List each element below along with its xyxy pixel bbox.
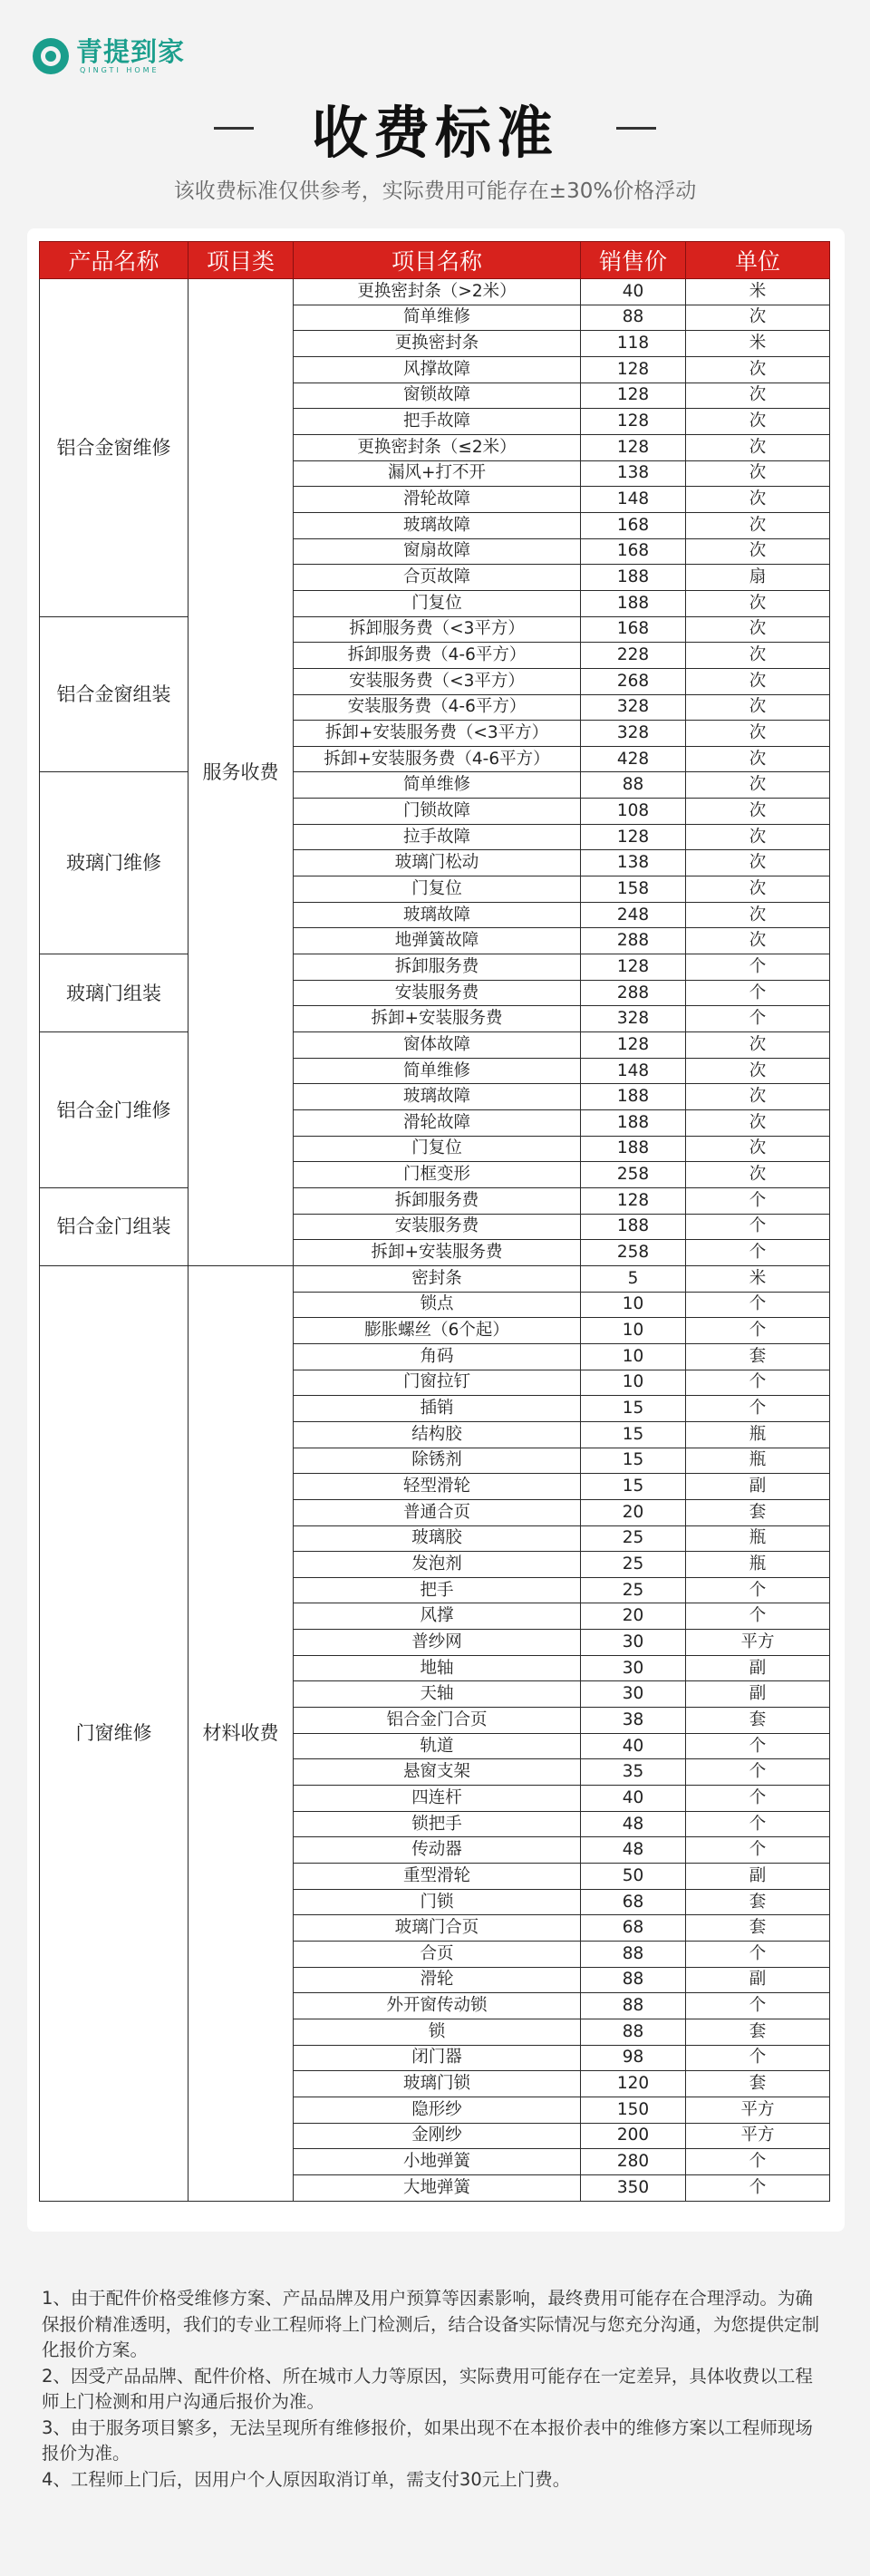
product-name-cell: 铝合金门组装 [40,1187,188,1265]
brand-logo [33,34,185,78]
item-name-cell: 四连杆 [294,1786,581,1812]
price-cell: 328 [581,694,686,721]
item-name-cell: 地弹簧故障 [294,928,581,954]
unit-cell: 次 [686,928,830,954]
unit-cell: 次 [686,694,830,721]
table-header-row [40,242,830,279]
price-cell: 258 [581,1162,686,1188]
product-name-cell: 铝合金门维修 [40,1032,188,1188]
unit-cell: 次 [686,1032,830,1059]
note-2: 2、因受产品品牌、配件价格、所在城市人力等原因，实际费用可能存在一定差异，具体收费以工程师上门检测和用户沟通后报价为准。 [42,2365,813,2412]
unit-cell: 个 [686,1370,830,1396]
unit-cell: 次 [686,668,830,694]
item-name-cell: 窗扇故障 [294,538,581,565]
unit-cell: 个 [686,1214,830,1240]
price-cell: 128 [581,1032,686,1059]
item-name-cell: 窗锁故障 [294,383,581,409]
price-cell: 350 [581,2174,686,2201]
unit-cell: 次 [686,383,830,409]
brand-name-en: QINGTI HOME [80,66,160,74]
item-name-cell: 拆卸服务费（<3平方） [294,616,581,643]
item-name-cell: 门复位 [294,590,581,616]
unit-cell: 次 [686,902,830,928]
item-name-cell: 门复位 [294,876,581,903]
unit-cell: 平方 [686,1630,830,1656]
price-cell: 68 [581,1915,686,1942]
item-name-cell: 外开窗传动锁 [294,1993,581,2019]
title-dash-right [616,127,656,130]
item-name-cell: 更换密封条（>2米） [294,279,581,305]
unit-cell: 次 [686,487,830,513]
unit-cell: 个 [686,1292,830,1318]
unit-cell: 平方 [686,2123,830,2149]
item-name-cell: 合页故障 [294,565,581,591]
unit-cell: 次 [686,1162,830,1188]
header-category: 项目类 [188,242,294,279]
item-name-cell: 合页 [294,1942,581,1968]
price-cell: 138 [581,850,686,876]
item-name-cell: 滑轮故障 [294,487,581,513]
brand-name-cn: 青提到家 [76,36,186,67]
price-cell: 148 [581,1058,686,1084]
item-name-cell: 插销 [294,1396,581,1422]
unit-cell: 套 [686,1708,830,1734]
item-name-cell: 锁点 [294,1292,581,1318]
product-name-cell: 玻璃门组装 [40,954,188,1032]
unit-cell: 扇 [686,565,830,591]
price-cell: 128 [581,409,686,435]
price-cell: 50 [581,1864,686,1890]
page-title: 收费标准 [311,99,558,166]
item-name-cell: 玻璃故障 [294,902,581,928]
price-cell: 88 [581,305,686,331]
item-name-cell: 锁把手 [294,1811,581,1837]
unit-cell: 次 [686,1058,830,1084]
price-cell: 15 [581,1396,686,1422]
unit-cell: 次 [686,799,830,825]
price-cell: 30 [581,1655,686,1681]
price-cell: 10 [581,1318,686,1344]
unit-cell: 个 [686,1187,830,1214]
header-price: 销售价 [581,242,686,279]
unit-cell: 套 [686,2019,830,2045]
item-name-cell: 隐形纱 [294,2097,581,2123]
unit-cell: 次 [686,721,830,747]
unit-cell: 次 [686,409,830,435]
unit-cell: 次 [686,824,830,850]
unit-cell: 米 [686,331,830,357]
item-name-cell: 膨胀螺丝（6个起） [294,1318,581,1344]
item-name-cell: 拆卸服务费（4-6平方） [294,643,581,669]
item-name-cell: 安装服务费（4-6平方） [294,694,581,721]
item-name-cell: 轨道 [294,1733,581,1759]
price-cell: 168 [581,538,686,565]
price-cell: 25 [581,1552,686,1578]
item-name-cell: 天轴 [294,1681,581,1708]
unit-cell: 个 [686,2149,830,2175]
notes [42,2286,830,2493]
unit-cell: 个 [686,2045,830,2071]
item-name-cell: 玻璃故障 [294,1084,581,1110]
unit-cell: 个 [686,1577,830,1603]
unit-cell: 次 [686,305,830,331]
item-name-cell: 拆卸+安装服务费（4-6平方） [294,746,581,772]
item-name-cell: 金刚纱 [294,2123,581,2149]
price-cell: 288 [581,928,686,954]
item-name-cell: 漏风+打不开 [294,460,581,487]
unit-cell: 个 [686,1942,830,1968]
item-name-cell: 拉手故障 [294,824,581,850]
price-cell: 128 [581,383,686,409]
category-cell: 服务收费 [188,279,294,1266]
price-cell: 128 [581,1187,686,1214]
item-name-cell: 更换密封条 [294,331,581,357]
price-cell: 228 [581,643,686,669]
unit-cell: 副 [686,1864,830,1890]
price-cell: 88 [581,1993,686,2019]
product-name-cell: 铝合金窗维修 [40,279,188,617]
item-name-cell: 小地弹簧 [294,2149,581,2175]
unit-cell: 瓶 [686,1525,830,1552]
table-row [40,1032,830,1059]
unit-cell: 次 [686,512,830,538]
price-cell: 88 [581,1967,686,1993]
item-name-cell: 玻璃门锁 [294,2071,581,2097]
item-name-cell: 玻璃胶 [294,1525,581,1552]
item-name-cell: 轻型滑轮 [294,1474,581,1500]
item-name-cell: 简单维修 [294,305,581,331]
unit-cell: 套 [686,1889,830,1915]
item-name-cell: 除锈剂 [294,1448,581,1474]
item-name-cell: 拆卸+安装服务费 [294,1006,581,1032]
item-name-cell: 门窗拉钉 [294,1370,581,1396]
unit-cell: 个 [686,954,830,981]
price-cell: 15 [581,1421,686,1448]
unit-cell: 瓶 [686,1421,830,1448]
page-subtitle: 该收费标准仅供参考，实际费用可能存在±30%价格浮动 [173,179,697,203]
unit-cell: 个 [686,1240,830,1266]
unit-cell: 次 [686,434,830,460]
price-cell: 328 [581,1006,686,1032]
item-name-cell: 更换密封条（≤2米） [294,434,581,460]
unit-cell: 米 [686,279,830,305]
item-name-cell: 风撑故障 [294,356,581,383]
unit-cell: 米 [686,1265,830,1292]
price-cell: 48 [581,1837,686,1864]
unit-cell: 次 [686,746,830,772]
unit-cell: 个 [686,1318,830,1344]
table-row [40,279,830,305]
unit-cell: 次 [686,590,830,616]
price-cell: 20 [581,1499,686,1525]
item-name-cell: 普通合页 [294,1499,581,1525]
category-cell: 材料收费 [188,1265,294,2201]
header-product: 产品名称 [40,242,188,279]
title-row [0,87,870,169]
item-name-cell: 地轴 [294,1655,581,1681]
price-cell: 68 [581,1889,686,1915]
unit-cell: 副 [686,1474,830,1500]
price-cell: 328 [581,721,686,747]
price-cell: 258 [581,1240,686,1266]
price-cell: 428 [581,746,686,772]
price-cell: 188 [581,1110,686,1137]
price-cell: 20 [581,1603,686,1630]
unit-cell: 个 [686,1811,830,1837]
price-cell: 15 [581,1474,686,1500]
unit-cell: 副 [686,1967,830,1993]
price-cell: 158 [581,876,686,903]
price-cell: 88 [581,1942,686,1968]
unit-cell: 次 [686,1084,830,1110]
price-cell: 120 [581,2071,686,2097]
item-name-cell: 门锁 [294,1889,581,1915]
price-cell: 200 [581,2123,686,2149]
item-name-cell: 风撑 [294,1603,581,1630]
item-name-cell: 把手 [294,1577,581,1603]
product-name-cell: 铝合金窗组装 [40,616,188,772]
unit-cell: 套 [686,1499,830,1525]
unit-cell: 副 [686,1681,830,1708]
price-cell: 40 [581,1733,686,1759]
price-cell: 30 [581,1630,686,1656]
table-body [40,279,830,2202]
price-cell: 10 [581,1292,686,1318]
unit-cell: 次 [686,876,830,903]
table-row [40,616,830,643]
price-cell: 25 [581,1577,686,1603]
price-cell: 188 [581,565,686,591]
unit-cell: 次 [686,1136,830,1162]
note-3: 3、由于服务项目繁多，无法呈现所有维修报价，如果出现不在本报价表中的维修方案以工程师现场报价为准。 [42,2416,813,2464]
price-cell: 5 [581,1265,686,1292]
unit-cell: 副 [686,1655,830,1681]
item-name-cell: 窗体故障 [294,1032,581,1059]
unit-cell: 个 [686,1993,830,2019]
price-cell: 25 [581,1525,686,1552]
price-cell: 268 [581,668,686,694]
item-name-cell: 玻璃门合页 [294,1915,581,1942]
note-1: 1、由于配件价格受维修方案、产品品牌及用户预算等因素影响，最终费用可能存在合理浮动。为确保报价精准透明，我们的专业工程师将上门检测后，结合设备实际情况与您充分沟通，为您提供定制化报价方案。 [42,2288,820,2360]
item-name-cell: 玻璃门松动 [294,850,581,876]
price-cell: 188 [581,1214,686,1240]
item-name-cell: 简单维修 [294,772,581,799]
price-cell: 10 [581,1343,686,1370]
price-cell: 168 [581,512,686,538]
price-cell: 48 [581,1811,686,1837]
item-name-cell: 把手故障 [294,409,581,435]
price-cell: 188 [581,590,686,616]
item-name-cell: 门框变形 [294,1162,581,1188]
header-item: 项目名称 [294,242,581,279]
price-table [39,241,830,2202]
unit-cell: 个 [686,1396,830,1422]
item-name-cell: 结构胶 [294,1421,581,1448]
table-row [40,954,830,981]
price-cell: 148 [581,487,686,513]
item-name-cell: 安装服务费 [294,980,581,1006]
unit-cell: 次 [686,538,830,565]
item-name-cell: 安装服务费（<3平方） [294,668,581,694]
price-cell: 280 [581,2149,686,2175]
item-name-cell: 密封条 [294,1265,581,1292]
item-name-cell: 大地弹簧 [294,2174,581,2201]
price-cell: 88 [581,772,686,799]
unit-cell: 个 [686,1786,830,1812]
unit-cell: 个 [686,1006,830,1032]
item-name-cell: 滑轮故障 [294,1110,581,1137]
price-cell: 188 [581,1136,686,1162]
price-cell: 98 [581,2045,686,2071]
price-cell: 108 [581,799,686,825]
item-name-cell: 简单维修 [294,1058,581,1084]
item-name-cell: 拆卸服务费 [294,1187,581,1214]
price-cell: 15 [581,1448,686,1474]
price-cell: 248 [581,902,686,928]
unit-cell: 个 [686,1837,830,1864]
unit-cell: 平方 [686,2097,830,2123]
header-unit: 单位 [686,242,830,279]
price-cell: 128 [581,434,686,460]
price-cell: 10 [581,1370,686,1396]
item-name-cell: 角码 [294,1343,581,1370]
item-name-cell: 普纱网 [294,1630,581,1656]
unit-cell: 次 [686,1110,830,1137]
unit-cell: 次 [686,850,830,876]
item-name-cell: 锁 [294,2019,581,2045]
item-name-cell: 安装服务费 [294,1214,581,1240]
table-row [40,1265,830,1292]
price-cell: 118 [581,331,686,357]
unit-cell: 个 [686,1759,830,1786]
price-cell: 38 [581,1708,686,1734]
item-name-cell: 悬窗支架 [294,1759,581,1786]
price-cell: 35 [581,1759,686,1786]
item-name-cell: 拆卸+安装服务费（<3平方） [294,721,581,747]
price-cell: 128 [581,824,686,850]
item-name-cell: 门复位 [294,1136,581,1162]
title-dash-left [214,127,254,130]
item-name-cell: 闭门器 [294,2045,581,2071]
logo-icon [33,38,69,74]
unit-cell: 次 [686,356,830,383]
product-name-cell: 门窗维修 [40,1265,188,2201]
price-cell: 40 [581,1786,686,1812]
item-name-cell: 门锁故障 [294,799,581,825]
unit-cell: 套 [686,1343,830,1370]
unit-cell: 次 [686,772,830,799]
unit-cell: 瓶 [686,1448,830,1474]
price-cell: 40 [581,279,686,305]
product-name-cell: 玻璃门维修 [40,772,188,954]
price-cell: 168 [581,616,686,643]
item-name-cell: 拆卸+安装服务费 [294,1240,581,1266]
table-row [40,772,830,799]
price-cell: 30 [581,1681,686,1708]
price-cell: 128 [581,954,686,981]
item-name-cell: 传动器 [294,1837,581,1864]
unit-cell: 套 [686,1915,830,1942]
price-cell: 288 [581,980,686,1006]
unit-cell: 次 [686,616,830,643]
price-cell: 188 [581,1084,686,1110]
item-name-cell: 滑轮 [294,1967,581,1993]
item-name-cell: 拆卸服务费 [294,954,581,981]
unit-cell: 次 [686,460,830,487]
unit-cell: 个 [686,980,830,1006]
item-name-cell: 铝合金门合页 [294,1708,581,1734]
price-cell: 128 [581,356,686,383]
item-name-cell: 玻璃故障 [294,512,581,538]
item-name-cell: 发泡剂 [294,1552,581,1578]
price-cell: 88 [581,2019,686,2045]
unit-cell: 次 [686,643,830,669]
unit-cell: 套 [686,2071,830,2097]
unit-cell: 个 [686,1733,830,1759]
unit-cell: 个 [686,2174,830,2201]
note-4: 4、工程师上门后，因用户个人原因取消订单，需支付30元上门费。 [42,2468,571,2490]
item-name-cell: 重型滑轮 [294,1864,581,1890]
unit-cell: 瓶 [686,1552,830,1578]
unit-cell: 个 [686,1603,830,1630]
table-row [40,1187,830,1214]
price-cell: 150 [581,2097,686,2123]
price-cell: 138 [581,460,686,487]
